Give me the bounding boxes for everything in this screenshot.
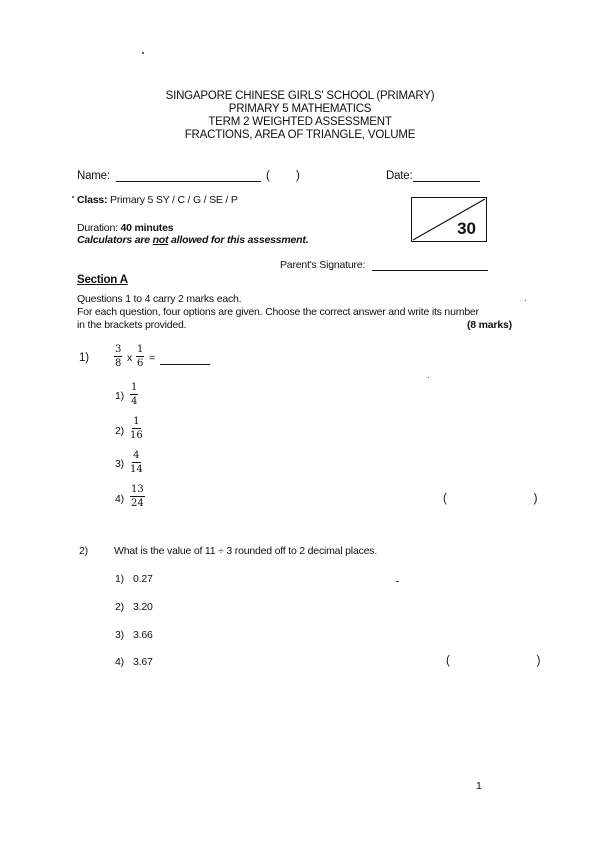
q2-option-2-value[interactable]: 3.20 — [133, 601, 153, 613]
q2-option-1-label: 1) — [115, 573, 124, 585]
index-close-bracket[interactable]: ) — [296, 170, 300, 182]
q1-option-2-denominator: 16 — [130, 430, 143, 441]
q1-option-2-label: 2) — [115, 425, 124, 437]
class-value: Primary 5 SY / C / G / SE / P — [110, 194, 238, 206]
school-name: SINGAPORE CHINESE GIRLS' SCHOOL (PRIMARY) — [165, 90, 435, 102]
calculator-note-end: allowed for this assessment. — [168, 234, 309, 246]
section-marks: (8 marks) — [467, 319, 512, 331]
q2-answer-brackets[interactable]: ( ) — [446, 655, 541, 667]
q1-option-4-label: 4) — [115, 493, 124, 505]
q1-option-1-denominator: 4 — [131, 396, 138, 407]
duration-label: Duration: — [77, 222, 118, 234]
q1-number: 1) — [79, 352, 89, 364]
q2-option-4-value[interactable]: 3.67 — [133, 656, 153, 668]
q1-answer-blank[interactable] — [160, 364, 210, 365]
q1-option-1-label: 1) — [115, 390, 124, 402]
q2-option-4-label: 4) — [115, 656, 124, 668]
date-label: Date: — [386, 170, 413, 182]
section-instruction-1: Questions 1 to 4 carry 2 marks each. — [77, 293, 242, 305]
q2-option-3-value[interactable]: 3.66 — [133, 629, 153, 641]
q1-answer-brackets[interactable]: ( ) — [443, 493, 538, 505]
q2-number: 2) — [79, 545, 88, 557]
scan-speck — [428, 377, 429, 378]
q1-option-3-label: 3) — [115, 458, 124, 470]
total-marks: 30 — [457, 219, 476, 238]
q1-times-sign: x — [127, 352, 133, 364]
duration-line — [77, 222, 173, 234]
q2-option-1-value[interactable]: 0.27 — [133, 573, 153, 585]
q1-option-1-numerator: 1 — [131, 382, 138, 393]
q1-option-3-numerator: 4 — [133, 450, 140, 461]
q1-option-4-numerator: 13 — [131, 484, 144, 495]
scan-speck — [396, 581, 399, 582]
q1-fraction-b — [136, 344, 144, 369]
score-box — [411, 197, 487, 242]
section-instruction-3: in the brackets provided. — [77, 319, 187, 331]
class-label: Class: — [77, 194, 108, 206]
scan-speck — [142, 52, 144, 54]
date-field[interactable] — [413, 181, 480, 182]
q1-fraction-a — [114, 344, 122, 369]
calculator-note-not: not — [152, 234, 169, 246]
scan-speck — [525, 300, 526, 301]
calculator-note — [77, 234, 308, 246]
name-field[interactable] — [116, 181, 261, 182]
subject-title: PRIMARY 5 MATHEMATICS — [228, 103, 372, 115]
q1-equals-sign: = — [149, 352, 155, 364]
q1-fraction-a-denominator: 8 — [115, 358, 122, 369]
q1-fraction-b-numerator: 1 — [137, 344, 144, 355]
q2-option-3-label: 3) — [115, 629, 124, 641]
parent-signature-label: Parent's Signature: — [280, 259, 366, 271]
q2-option-2-label: 2) — [115, 601, 124, 613]
scan-speck — [72, 196, 74, 198]
class-line — [77, 194, 238, 206]
assessment-title: TERM 2 WEIGHTED ASSESSMENT — [208, 116, 392, 128]
duration-value: 40 minutes — [120, 222, 174, 234]
q1-option-4-fraction[interactable] — [130, 484, 145, 509]
q1-option-2-numerator: 1 — [133, 416, 140, 427]
q1-option-2-fraction[interactable] — [130, 416, 143, 441]
name-label: Name: — [77, 170, 110, 182]
parent-signature-field[interactable] — [372, 270, 488, 271]
calculator-note-start: Calculators are — [77, 234, 153, 246]
q2-question-text: What is the value of 11 ÷ 3 rounded off to 2 decimal places. — [114, 545, 378, 557]
section-instruction-2: For each question, four options are given. Choose the correct answer and write its number — [77, 306, 479, 318]
q1-option-3-fraction[interactable] — [130, 450, 143, 475]
topics-title: FRACTIONS, AREA OF TRIANGLE, VOLUME — [184, 129, 416, 141]
q1-option-4-denominator: 24 — [131, 498, 144, 509]
q1-option-3-denominator: 14 — [130, 464, 143, 475]
section-title: Section A — [77, 274, 128, 286]
q1-fraction-a-numerator: 3 — [115, 344, 122, 355]
page-number: 1 — [476, 780, 482, 792]
q1-fraction-b-denominator: 6 — [137, 358, 144, 369]
q1-option-1-fraction[interactable] — [130, 382, 138, 407]
index-open-bracket: ( — [266, 170, 270, 182]
